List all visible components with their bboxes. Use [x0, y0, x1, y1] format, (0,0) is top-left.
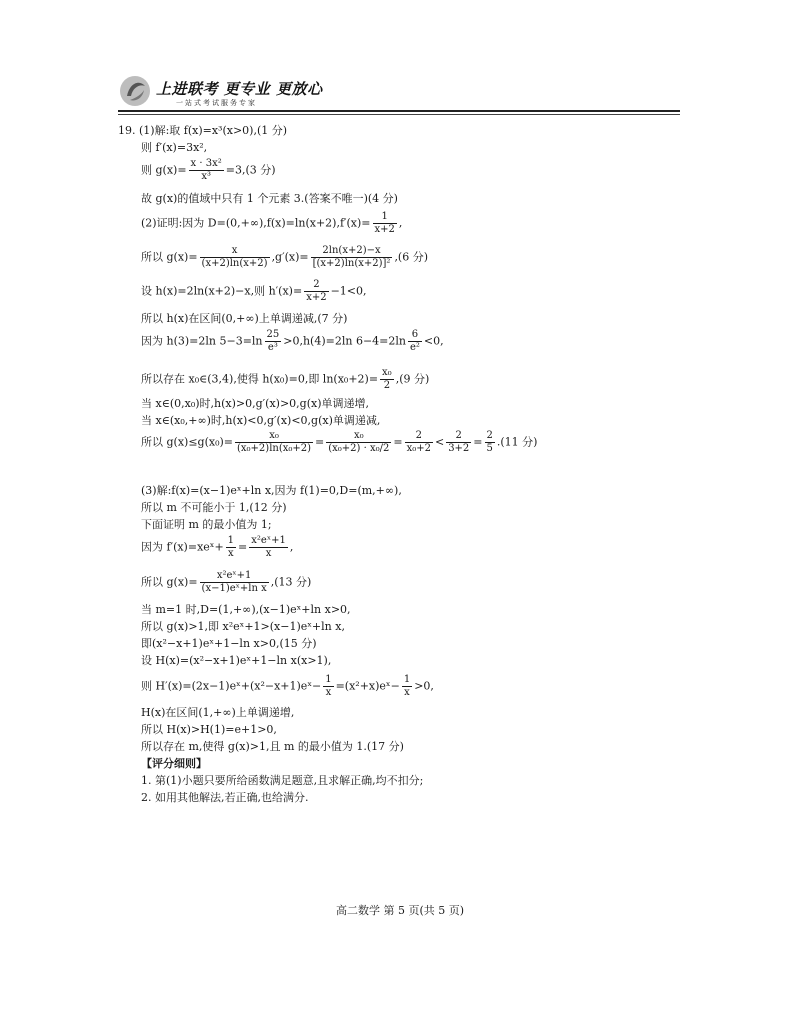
fraction: $\frac{\text{x₀}}{\text{(x₀+2)ln(x₀+2)}}$: [237, 430, 312, 454]
solution-line: 因为 h(3)=2ln 5−3=ln $\frac{25}{\text{e³}}$ >0,h(4)=2ln 6−4=2ln $\frac{6}{\text{e²}}$ <0,: [141, 329, 444, 353]
fraction: $\frac{\text{x₀}}{\text{(x₀+2) · x₀/2}}$: [328, 430, 390, 454]
fraction: $\frac{2}{x+2}$: [306, 279, 327, 303]
fraction: $\frac{\text{x²eˣ+1}}{x}$: [251, 535, 286, 559]
grading-item: 1. 第(1)小题只要所给函数满足题意,且求解正确,均不扣分;: [141, 774, 424, 787]
solution-line: 所以 h(x)在区间(0,+∞)上单调递减,(7 分): [141, 312, 348, 325]
solution-line: 所以 g(x)= $\frac{x}{(x+2)\ln(x+2)}$ ,g′(x)= $\frac{2\ln(x+2)-x}{\text{[(x+2)ln(x+2)]²}}$ ,(6 分): [141, 245, 429, 269]
brand-slogan: 一站式考试服务专家: [176, 99, 257, 107]
solution-line: 当 m=1 时,D=(1,+∞),(x−1)eˣ+ln x>0,: [141, 603, 351, 616]
solution-line: 则 g(x)= $\frac{\text{x · 3x²}}{\text{x³}}$ =3,(3 分): [141, 158, 276, 182]
fraction: $\frac{2}{5}$: [486, 430, 493, 454]
solution-line: 设 H(x)=(x²−x+1)eˣ+1−ln x(x>1),: [141, 654, 332, 667]
header-rule-thick: [118, 110, 680, 112]
solution-line: (3)解:f(x)=(x−1)eˣ+ln x,因为 f(1)=0,D=(m,+∞),: [141, 484, 402, 497]
solution-line: 因为 f′(x)=xeˣ+ $\frac{1}{x}$ = $\frac{\text{x²eˣ+1}}{x}$ ,: [141, 535, 294, 559]
fraction: $\frac{\text{x²eˣ+1}}{\text{(x−1)eˣ+ln x}}$: [201, 570, 267, 594]
solution-line: 设 h(x)=2ln(x+2)−x,则 h′(x)= $\frac{2}{x+2}$ −1<0,: [141, 279, 367, 303]
solution-line: 所以 m 不可能小于 1,(12 分): [141, 501, 287, 514]
solution-line: 所以存在 x₀∈(3,4),使得 h(x₀)=0,即 ln(x₀+2)= $\frac{\text{x₀}}{2}$ ,(9 分): [141, 367, 430, 391]
solution-line: 当 x∈(x₀,+∞)时,h(x)<0,g′(x)<0,g(x)单调递减,: [141, 414, 381, 427]
solution-line: 所以存在 m,使得 g(x)>1,且 m 的最小值为 1.(17 分): [141, 740, 404, 753]
solution-line: 下面证明 m 的最小值为 1;: [141, 518, 272, 531]
fraction: $\frac{\text{x · 3x²}}{\text{x³}}$: [190, 158, 222, 182]
fraction: $\frac{1}{x}$: [403, 674, 411, 698]
header-rule-thin: [118, 114, 680, 115]
page-header: [118, 74, 678, 114]
solution-line: 即(x²−x+1)eˣ+1−ln x>0,(15 分): [141, 637, 317, 650]
solution-line: (2)证明:因为 D=(0,+∞),f(x)=ln(x+2),f′(x)= $\frac{1}{x+2}$ ,: [141, 211, 403, 235]
solution-line: 故 g(x)的值域中只有 1 个元素 3.(答案不唯一)(4 分): [141, 192, 398, 205]
grading-item: 2. 如用其他解法,若正确,也给满分.: [141, 791, 309, 804]
fraction: $\frac{\text{x₀}}{2}$: [382, 367, 392, 391]
brand-name: 上进联考 更专业 更放心: [156, 80, 323, 98]
brand-logo-icon: [118, 74, 152, 108]
fraction: $\frac{6}{\text{e²}}$: [409, 329, 420, 353]
fraction: $\frac{x}{(x+2)\ln(x+2)}$: [201, 245, 268, 269]
fraction: $\frac{1}{x+2}$: [374, 211, 395, 235]
solution-line: 所以 g(x)≤g(x₀)= $\frac{\text{x₀}}{\text{(x₀+2)ln(x₀+2)}}$ = $\frac{\text{x₀}}{\text{(x₀+2) · x₀/2}}$ = $\frac{2}{\text{x₀+2}}$ < $\frac{2}{3+2}$ = $\frac{2}{5}$ .(11 分): [141, 430, 538, 454]
fraction: $\frac{1}{x}$: [325, 674, 332, 698]
solution-line: 则 f′(x)=3x²,: [141, 141, 208, 154]
solution-line: H(x)在区间(1,+∞)上单调递增,: [141, 706, 295, 719]
solution-line: 所以 H(x)>H(1)=e+1>0,: [141, 723, 277, 736]
fraction: $\frac{1}{x}$: [227, 535, 235, 559]
solution-line: 则 H′(x)=(2x−1)eˣ+(x²−x+1)eˣ− $\frac{1}{x}$ =(x²+x)eˣ− $\frac{1}{x}$ >0,: [141, 674, 434, 698]
solution-line: 19. (1)解:取 f(x)=x³(x>0),(1 分): [118, 124, 288, 137]
fraction: $\frac{25}{\text{e³}}$: [266, 329, 280, 353]
solution-line: 当 x∈(0,x₀)时,h(x)>0,g′(x)>0,g(x)单调递增,: [141, 397, 369, 410]
page-footer: 高二数学 第 5 页(共 5 页): [335, 904, 465, 917]
fraction: $\frac{2}{3+2}$: [448, 430, 470, 454]
fraction: $\frac{2}{\text{x₀+2}}$: [406, 430, 431, 454]
grading-title: 【评分细则】: [141, 757, 207, 770]
fraction: $\frac{2\ln(x+2)-x}{\text{[(x+2)ln(x+2)]²}}$: [312, 245, 391, 269]
solution-line: 所以 g(x)>1,即 x²eˣ+1>(x−1)eˣ+ln x,: [141, 620, 345, 633]
solution-line: 所以 g(x)= $\frac{\text{x²eˣ+1}}{\text{(x−1)eˣ+ln x}}$ ,(13 分): [141, 570, 312, 594]
